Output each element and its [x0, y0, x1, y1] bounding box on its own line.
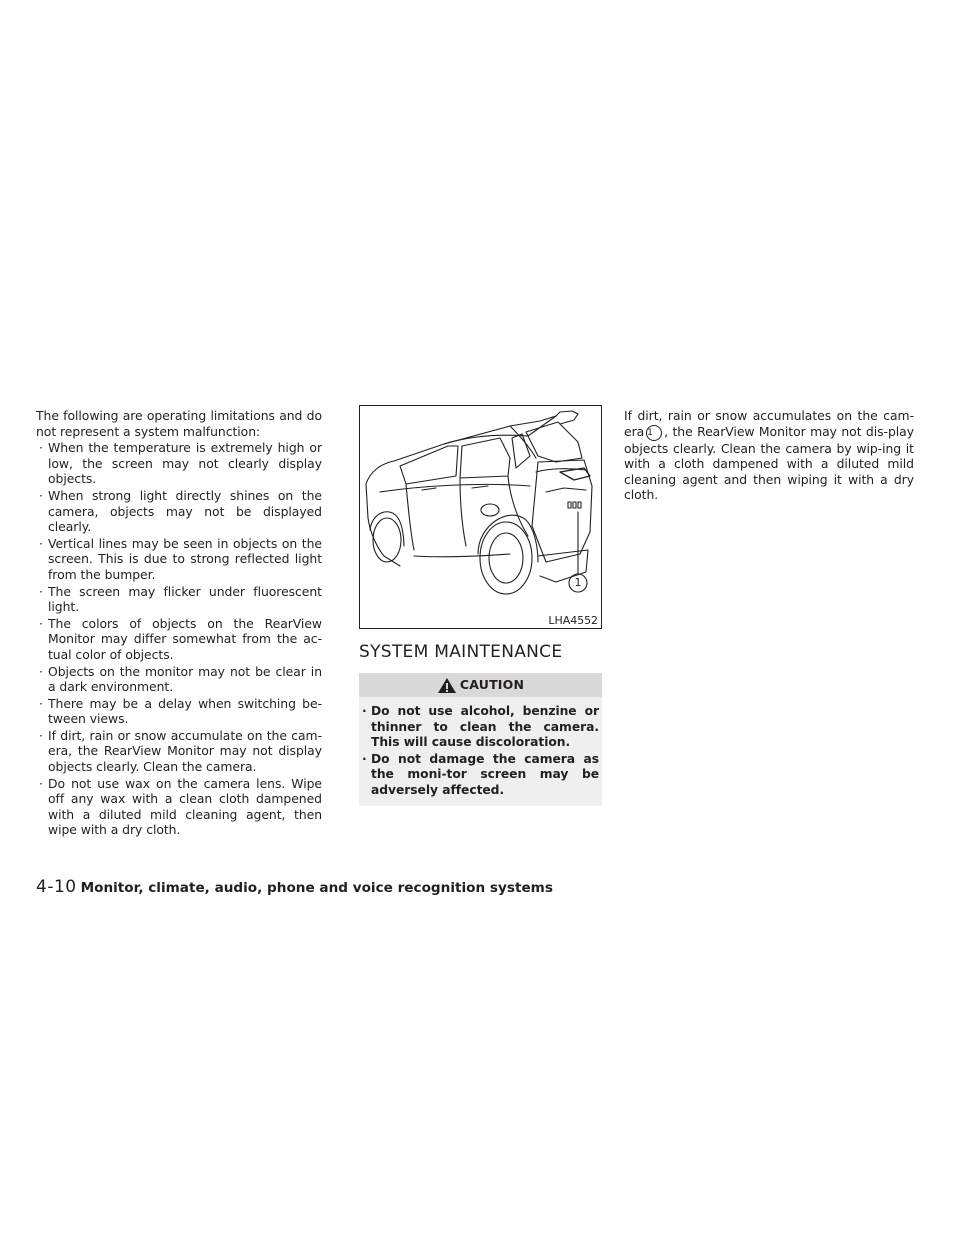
middle-column — [359, 405, 602, 806]
caution-header — [359, 673, 602, 697]
list-item: · Vertical lines may be seen in objects on the screen. This is due to strong reflected light from the bumper. — [36, 536, 322, 583]
suv-rear-illustration — [360, 406, 601, 628]
right-column — [624, 408, 914, 503]
page-number: 4-10 — [36, 877, 77, 897]
list-item: · When the temperature is extremely high or low, the screen may not clearly display objects. — [36, 440, 322, 487]
maintenance-paragraph — [624, 408, 914, 503]
list-item: · Do not damage the camera as the moni-tor screen may be adversely affected. — [359, 752, 599, 799]
list-item: · The colors of objects on the RearView Monitor may differ somewhat from the ac-tual color of objects. — [36, 616, 322, 663]
caution-list — [359, 704, 599, 799]
caution-label: CAUTION — [459, 677, 525, 693]
intro-paragraph: The following are operating limitations and do not represent a system malfunction: — [36, 408, 322, 439]
list-item: · When strong light directly shines on the camera, objects may not be displayed clearly. — [36, 488, 322, 535]
figure-code: LHA4552 — [548, 614, 598, 627]
list-item: · The screen may flicker under fluorescent light. — [36, 584, 322, 615]
maintenance-text-end: , the RearView Monitor may not dis-play objects clearly. Clean the camera by wip-ing it with a cloth dampened with a diluted mild cleaning agent and then wiping it with a dry cloth. — [624, 423, 914, 503]
left-column — [36, 408, 322, 838]
maintenance-text-start: If dirt, rain or snow accumulates on the cam-era — [624, 408, 914, 439]
chapter-title: Monitor, climate, audio, phone and voice recognition systems — [80, 880, 553, 896]
warning-icon — [437, 677, 457, 694]
list-item: · If dirt, rain or snow accumulate on the cam-era, the RearView Monitor may not display objects clearly. Clean the camera. — [36, 728, 322, 775]
limitations-list — [36, 440, 322, 838]
caution-body — [359, 697, 602, 806]
list-item: · Do not use alcohol, benzine or thinner to clean the camera. This will cause discoloration. — [359, 704, 599, 751]
caution-box — [359, 673, 602, 806]
callout-1-icon: 1 — [646, 425, 662, 441]
list-item: · Do not use wax on the camera lens. Wipe off any wax with a clean cloth dampened with a diluted mild cleaning agent, then wipe with a dry cloth. — [36, 776, 322, 838]
figure-callout-1: 1 — [574, 576, 582, 589]
list-item: · Objects on the monitor may not be clear in a dark environment. — [36, 664, 322, 695]
section-title: SYSTEM MAINTENANCE — [359, 642, 563, 662]
page-footer — [36, 877, 553, 898]
list-item: · There may be a delay when switching be-tween views. — [36, 696, 322, 727]
vehicle-camera-figure — [359, 405, 602, 629]
